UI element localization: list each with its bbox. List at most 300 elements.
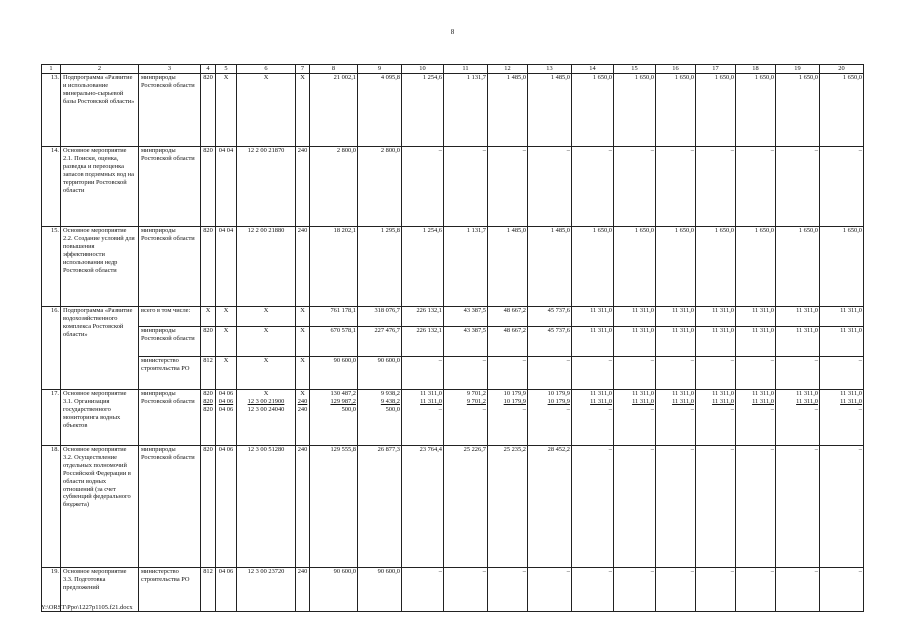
amount-cell [614, 307, 656, 327]
code-value: 04 06 [218, 406, 234, 413]
amount-cell [528, 74, 572, 147]
amount-cell [310, 327, 358, 357]
amount-value: 9 438,2 [380, 398, 400, 405]
amount-value: 10 179,9 [503, 398, 526, 405]
code-value: Х [263, 390, 269, 397]
amount-value: 670 578,1 [330, 327, 356, 334]
amount-cell [402, 568, 444, 612]
code-value: 12 3 00 21900 [247, 398, 285, 405]
amount-value: 129 987,2 [330, 398, 356, 405]
amount-value: 11 311,0 [712, 398, 734, 405]
row-number: 15. [42, 227, 61, 307]
column-number: 19 [776, 65, 820, 74]
amount-value: 1 295,8 [380, 227, 400, 234]
amount-value: 23 764,4 [419, 446, 442, 453]
amount-value: 90 600,0 [377, 357, 400, 364]
code-c6 [237, 327, 296, 357]
column-number: 9 [358, 65, 402, 74]
code-value: 820 [203, 147, 213, 154]
amount-value: 11 311,0 [796, 327, 818, 334]
amount-cell [656, 327, 696, 357]
code-value: 12 3 00 23720 [247, 568, 285, 575]
amount-cell [656, 390, 696, 446]
code-c7 [296, 357, 310, 390]
amount-cell [528, 147, 572, 227]
amount-cell [444, 390, 488, 446]
code-value: 820 [203, 327, 213, 334]
amount-value: 761 178,1 [330, 307, 356, 314]
page-number: 8 [450, 28, 455, 36]
amount-cell [820, 307, 864, 327]
amount-cell [444, 227, 488, 307]
amount-value: 21 002,1 [333, 74, 356, 81]
amount-value: 1 485,0 [550, 227, 570, 234]
amount-cell [488, 227, 528, 307]
amount-cell [776, 147, 820, 227]
code-value: Х [223, 357, 229, 364]
amount-value: 4 095,8 [380, 74, 400, 81]
amount-value: 9 701,2 [466, 390, 486, 397]
amount-cell [656, 446, 696, 568]
amount-cell [358, 307, 402, 327]
amount-value: – [650, 147, 654, 154]
amount-cell [488, 390, 528, 446]
code-c6 [237, 446, 296, 568]
amount-value: 26 877,3 [377, 446, 400, 453]
code-value: Х [263, 357, 269, 364]
activity-name: Основное мероприятие 3.3. Подготовка предложений [61, 568, 139, 612]
amount-cell [310, 74, 358, 147]
code-value: Х [205, 307, 211, 314]
amount-cell [358, 327, 402, 357]
amount-value: 226 132,1 [416, 307, 442, 314]
amount-value: 43 387,5 [463, 307, 486, 314]
code-value: 04 04 [218, 227, 234, 234]
amount-cell [820, 74, 864, 147]
column-number: 6 [237, 65, 296, 74]
amount-cell [614, 390, 656, 446]
amount-value: – [566, 568, 570, 575]
amount-value: 1 650,0 [842, 227, 862, 234]
amount-cell [736, 227, 776, 307]
executor: всего в том числе: [139, 307, 201, 327]
amount-cell [820, 227, 864, 307]
amount-cell [776, 357, 820, 390]
amount-cell [656, 147, 696, 227]
amount-value: 11 311,0 [840, 390, 862, 397]
amount-value: 11 311,0 [590, 398, 612, 405]
amount-value: – [482, 147, 486, 154]
amount-cell [488, 446, 528, 568]
amount-value: – [438, 147, 442, 154]
code-value: Х [300, 327, 305, 334]
amount-cell [696, 307, 736, 327]
amount-cell [572, 327, 614, 357]
amount-cell [358, 568, 402, 612]
amount-cell [572, 74, 614, 147]
amount-cell [656, 568, 696, 612]
amount-cell [528, 357, 572, 390]
row-number: 17. [42, 390, 61, 446]
code-c4 [201, 307, 216, 327]
amount-cell [358, 227, 402, 307]
amount-cell [736, 390, 776, 446]
amount-cell [528, 390, 572, 446]
amount-cell [444, 74, 488, 147]
budget-table [41, 64, 864, 612]
amount-value: – [814, 446, 818, 453]
amount-cell [488, 74, 528, 147]
code-value: 240 [297, 406, 308, 413]
activity-name: Основное мероприятие 3.2. Осуществление отдельных полномочий Российской Федерации в области водных отношений (за счет субвенций федерального бюджета) [61, 446, 139, 568]
code-value: 240 [297, 398, 308, 405]
amount-cell [310, 307, 358, 327]
code-c7 [296, 74, 310, 147]
column-number: 11 [444, 65, 488, 74]
code-value: Х [300, 74, 305, 81]
amount-value: 11 311,0 [632, 390, 654, 397]
amount-cell [310, 390, 358, 446]
amount-value: – [814, 568, 818, 575]
amount-cell [614, 446, 656, 568]
amount-cell [358, 390, 402, 446]
amount-cell [402, 446, 444, 568]
amount-value: – [608, 357, 612, 364]
amount-value: 500,0 [385, 406, 400, 413]
amount-cell [656, 227, 696, 307]
code-value: 12 3 00 51280 [247, 446, 285, 453]
amount-cell [528, 568, 572, 612]
amount-value: – [730, 446, 734, 453]
amount-value: – [858, 568, 862, 575]
amount-value: 28 452,2 [547, 446, 570, 453]
amount-value: 9 701,2 [466, 398, 486, 405]
amount-value: 11 311,0 [712, 327, 734, 334]
amount-cell [696, 446, 736, 568]
amount-cell [488, 307, 528, 327]
amount-value: 11 311,0 [672, 390, 694, 397]
column-number: 7 [296, 65, 310, 74]
row-number: 14. [42, 147, 61, 227]
table-row [42, 74, 864, 147]
table-row [42, 147, 864, 227]
amount-cell [444, 446, 488, 568]
amount-value: – [438, 357, 442, 364]
code-value: 04 06 [218, 446, 234, 453]
code-c4 [201, 327, 216, 357]
amount-value: 45 737,6 [547, 327, 570, 334]
code-c4 [201, 357, 216, 390]
amount-value: – [690, 147, 694, 154]
amount-value: 1 650,0 [798, 227, 818, 234]
code-value: 820 [203, 227, 213, 234]
activity-name: Подпрограмма «Развитие водохозяйственного комплекса Ростовской области» [61, 307, 139, 390]
amount-cell [820, 327, 864, 357]
amount-cell [528, 307, 572, 327]
code-c4 [201, 147, 216, 227]
code-c7 [296, 390, 310, 446]
amount-value: – [650, 406, 654, 413]
amount-value: 227 476,7 [374, 327, 400, 334]
amount-cell [776, 446, 820, 568]
column-number: 8 [310, 65, 358, 74]
executor: министерство строительства РО [139, 357, 201, 390]
amount-value: 11 311,0 [632, 327, 654, 334]
table-row [42, 357, 864, 390]
code-c6 [237, 307, 296, 327]
amount-value: 11 311,0 [796, 307, 818, 314]
amount-cell [820, 147, 864, 227]
amount-value: – [650, 446, 654, 453]
amount-value: 500,0 [341, 406, 356, 413]
table-row [42, 327, 864, 357]
row-number: 19. [42, 568, 61, 612]
amount-cell [776, 307, 820, 327]
code-value: Х [263, 307, 269, 314]
amount-value: – [814, 147, 818, 154]
amount-value: – [730, 147, 734, 154]
amount-value: – [814, 357, 818, 364]
activity-name: Подпрограмма «Развитие и использование минерально-сырьевой базы Ростовской области» [61, 74, 139, 147]
amount-value: 11 311,0 [752, 398, 774, 405]
code-value: Х [300, 357, 305, 364]
amount-cell [310, 227, 358, 307]
amount-cell [776, 74, 820, 147]
amount-cell [736, 74, 776, 147]
amount-value: 90 600,0 [333, 568, 356, 575]
code-c5 [216, 227, 237, 307]
amount-cell [696, 327, 736, 357]
amount-value: – [482, 357, 486, 364]
amount-cell [776, 327, 820, 357]
executor: министерство строительства РО [139, 568, 201, 612]
amount-cell [696, 390, 736, 446]
code-c4 [201, 227, 216, 307]
table-row [42, 227, 864, 307]
amount-cell [358, 357, 402, 390]
amount-value: – [522, 568, 526, 575]
code-value: 12 2 00 21870 [247, 147, 285, 154]
code-c7 [296, 568, 310, 612]
row-number: 13. [42, 74, 61, 147]
executor: минприроды Ростовской области [139, 327, 201, 357]
executor: минприроды Ростовской области [139, 446, 201, 568]
row-number: 16. [42, 307, 61, 390]
code-value: Х [223, 74, 229, 81]
amount-value: 11 311,0 [420, 390, 442, 397]
amount-cell [572, 307, 614, 327]
column-number: 3 [139, 65, 201, 74]
amount-value: 48 667,2 [503, 307, 526, 314]
code-value: 240 [297, 227, 308, 234]
amount-cell [696, 568, 736, 612]
amount-cell [696, 227, 736, 307]
code-value: 04 06 [218, 568, 234, 575]
amount-cell [614, 227, 656, 307]
code-value: 812 [203, 357, 213, 364]
code-c5 [216, 307, 237, 327]
amount-cell [402, 357, 444, 390]
amount-value: – [690, 568, 694, 575]
code-value: 12 3 00 24040 [247, 406, 285, 413]
code-c5 [216, 147, 237, 227]
amount-cell [402, 307, 444, 327]
amount-value: 11 311,0 [796, 398, 818, 405]
code-c5 [216, 327, 237, 357]
amount-value: 10 179,9 [547, 398, 570, 405]
amount-cell [736, 357, 776, 390]
amount-cell [402, 227, 444, 307]
code-c5 [216, 446, 237, 568]
amount-value: – [522, 147, 526, 154]
amount-value: – [438, 568, 442, 575]
column-number: 17 [696, 65, 736, 74]
amount-cell [572, 147, 614, 227]
code-value: Х [300, 390, 305, 397]
amount-cell [572, 446, 614, 568]
amount-cell [444, 568, 488, 612]
amount-cell [696, 74, 736, 147]
code-c7 [296, 307, 310, 327]
amount-cell [572, 568, 614, 612]
amount-cell [310, 568, 358, 612]
amount-cell [528, 327, 572, 357]
amount-cell [820, 568, 864, 612]
amount-value: – [858, 446, 862, 453]
amount-value: – [770, 147, 774, 154]
amount-cell [488, 357, 528, 390]
amount-value: – [650, 357, 654, 364]
code-value: Х [223, 327, 229, 334]
column-number: 13 [528, 65, 572, 74]
amount-cell [656, 357, 696, 390]
amount-cell [310, 446, 358, 568]
code-value: Х [223, 307, 229, 314]
amount-cell [444, 147, 488, 227]
amount-value: 11 311,0 [840, 307, 862, 314]
column-number: 10 [402, 65, 444, 74]
amount-value: 1 650,0 [674, 227, 694, 234]
amount-value: – [770, 357, 774, 364]
amount-cell [614, 147, 656, 227]
code-c6 [237, 568, 296, 612]
amount-value: – [858, 147, 862, 154]
amount-value: 1 485,0 [506, 74, 526, 81]
amount-value: 11 311,0 [840, 327, 862, 334]
amount-value: – [690, 357, 694, 364]
code-c7 [296, 147, 310, 227]
amount-value: 25 235,2 [503, 446, 526, 453]
amount-cell [736, 446, 776, 568]
amount-cell [614, 327, 656, 357]
amount-value: 1 650,0 [674, 74, 694, 81]
amount-value: 9 938,2 [380, 390, 400, 397]
amount-cell [444, 357, 488, 390]
row-number: 18. [42, 446, 61, 568]
amount-value: – [482, 406, 486, 413]
code-value: Х [300, 307, 305, 314]
amount-value: 2 800,0 [336, 147, 356, 154]
amount-cell [402, 74, 444, 147]
column-number: 2 [61, 65, 139, 74]
amount-value: 1 485,0 [550, 74, 570, 81]
amount-cell [696, 147, 736, 227]
amount-value: 18 202,1 [333, 227, 356, 234]
amount-value: – [608, 446, 612, 453]
amount-value: 11 311,0 [712, 390, 734, 397]
code-c7 [296, 446, 310, 568]
executor: минприроды Ростовской области [139, 227, 201, 307]
amount-cell [614, 357, 656, 390]
amount-value: – [730, 568, 734, 575]
amount-value: – [770, 568, 774, 575]
amount-value: 1 650,0 [592, 227, 612, 234]
amount-value: 1 650,0 [592, 74, 612, 81]
amount-value: 11 311,0 [672, 307, 694, 314]
amount-value: – [438, 406, 442, 413]
amount-cell [820, 390, 864, 446]
amount-value: 1 131,7 [466, 227, 486, 234]
code-value: Х [263, 327, 269, 334]
amount-cell [572, 390, 614, 446]
amount-cell [488, 568, 528, 612]
amount-cell [656, 74, 696, 147]
executor: минприроды Ростовской области [139, 147, 201, 227]
code-c6 [237, 74, 296, 147]
code-value: 820 [203, 74, 213, 81]
amount-cell [776, 568, 820, 612]
amount-value: 1 650,0 [714, 74, 734, 81]
amount-value: – [566, 147, 570, 154]
amount-cell [402, 147, 444, 227]
code-value: 820 [203, 398, 213, 405]
code-c7 [296, 227, 310, 307]
amount-value: – [770, 446, 774, 453]
amount-value: 1 131,7 [466, 74, 486, 81]
code-c4 [201, 568, 216, 612]
column-number: 5 [216, 65, 237, 74]
amount-value: – [730, 357, 734, 364]
amount-cell [614, 74, 656, 147]
amount-value: 11 311,0 [590, 327, 612, 334]
column-number: 12 [488, 65, 528, 74]
amount-value: 43 387,5 [463, 327, 486, 334]
amount-value: – [814, 406, 818, 413]
amount-cell [776, 390, 820, 446]
code-value: 240 [297, 568, 308, 575]
code-c5 [216, 568, 237, 612]
amount-cell [736, 147, 776, 227]
amount-value: – [608, 568, 612, 575]
amount-value: 11 311,0 [420, 398, 442, 405]
amount-cell [528, 227, 572, 307]
amount-value: 90 600,0 [377, 568, 400, 575]
amount-value: 25 226,7 [463, 446, 486, 453]
amount-value: – [690, 446, 694, 453]
amount-cell [402, 327, 444, 357]
amount-value: 11 311,0 [672, 398, 694, 405]
amount-value: – [770, 406, 774, 413]
code-value: Х [263, 74, 269, 81]
code-c4 [201, 446, 216, 568]
amount-value: 129 555,8 [330, 446, 356, 453]
amount-value: – [608, 406, 612, 413]
amount-value: 1 650,0 [754, 227, 774, 234]
amount-cell [736, 327, 776, 357]
amount-value: 1 650,0 [842, 74, 862, 81]
amount-cell [736, 568, 776, 612]
amount-value: 1 650,0 [798, 74, 818, 81]
